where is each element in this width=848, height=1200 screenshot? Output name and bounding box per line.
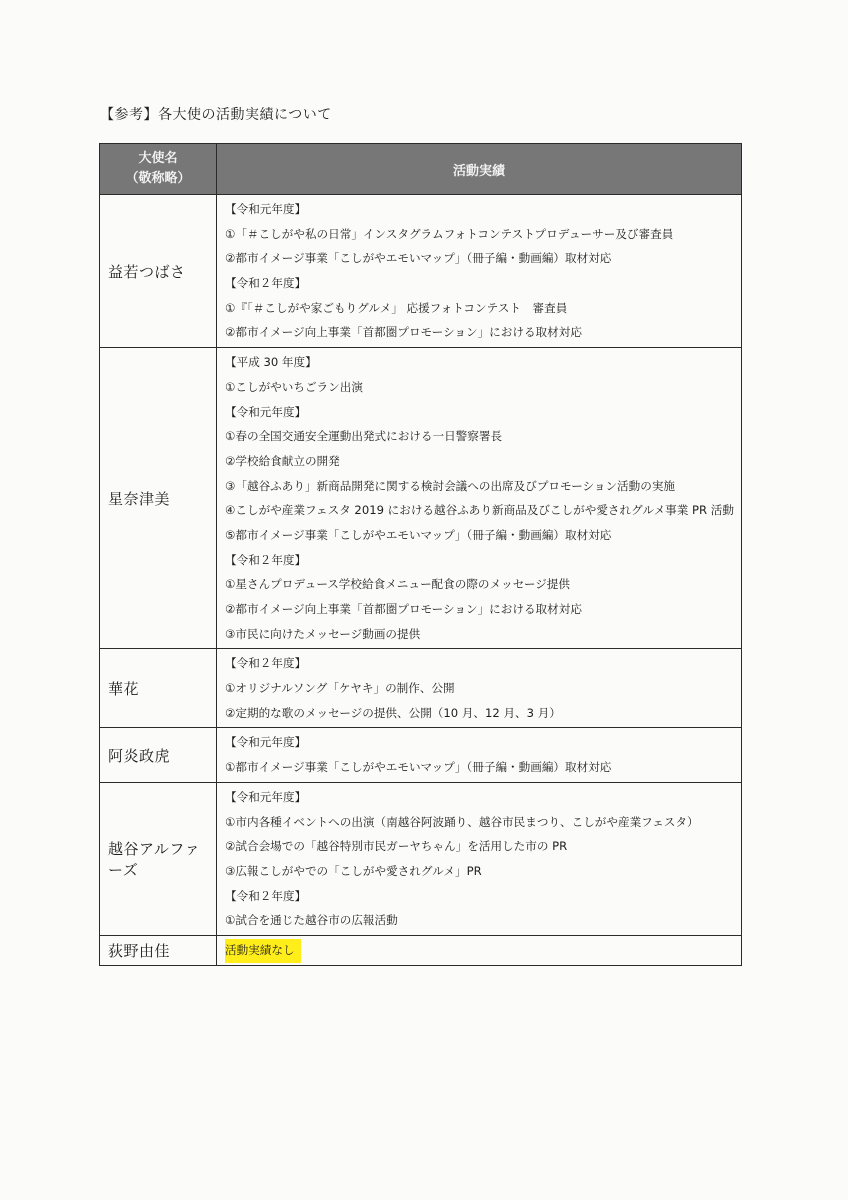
activity-line: 【令和元年度】 — [225, 735, 307, 750]
activity-line: 【令和元年度】 — [225, 789, 307, 804]
activity-line: ①「＃こしがや私の日常」インスタグラムフォトコンテストプロデューサー及び審査員 — [225, 226, 674, 241]
table-row — [100, 649, 742, 728]
activity-line: 【平成 30 年度】 — [225, 355, 317, 370]
page-title: 【参考】各大使の活動実績について — [100, 107, 332, 123]
activity-line: ②定期的な歌のメッセージの提供、公開（10 月、12 月、3 月） — [225, 705, 561, 720]
activity-line: 【令和元年度】 — [225, 404, 307, 419]
activity-details — [217, 782, 742, 935]
ambassador-name: 華花 — [100, 649, 217, 728]
activity-line: 【令和２年度】 — [225, 552, 307, 567]
activity-details — [217, 348, 742, 649]
table-row — [100, 782, 742, 935]
activity-line: ①春の全国交通安全運動出発式における一日警察署長 — [225, 429, 503, 444]
activity-details — [217, 649, 742, 728]
activity-line: ①都市イメージ事業「こしがやエモいマップ」（冊子編・動画編）取材対応 — [225, 760, 612, 775]
activity-line: ②学校給食献立の開発 — [225, 453, 340, 468]
header-name-note: （敬称略） — [125, 171, 191, 186]
header-name-label: 大使名 — [138, 151, 178, 166]
activity-line: ①こしがやいちごラン出演 — [225, 379, 363, 394]
activity-details — [217, 728, 742, 782]
activity-details — [217, 935, 742, 965]
table-row — [100, 348, 742, 649]
ambassador-name: 星奈津美 — [100, 348, 217, 649]
table-row — [100, 195, 742, 348]
activity-line: 【令和２年度】 — [225, 656, 307, 671]
ambassador-name: 荻野由佳 — [100, 935, 217, 965]
header-activity: 活動実績 — [217, 144, 742, 195]
activity-line: 【令和元年度】 — [225, 202, 307, 216]
activity-line: ③広報こしがやでの「こしがや愛されグルメ」PR — [225, 863, 482, 878]
activity-line: ③「越谷ふあり」新商品開発に関する検討会議への出席及びプロモーション活動の実施 — [225, 478, 676, 493]
activity-line: ⑤都市イメージ事業「こしがやエモいマップ」（冊子編・動画編）取材対応 — [225, 527, 612, 542]
table-row — [100, 728, 742, 782]
activity-line: ①『「＃こしがや家ごもりグルメ」 応援フォトコンテスト 審査員 — [225, 300, 568, 315]
activity-line: ②都市イメージ向上事業「首都圏プロモーション」における取材対応 — [225, 602, 582, 616]
activity-table — [99, 143, 742, 966]
ambassador-name: 益若つばさ — [100, 195, 217, 348]
activity-line: ②都市イメージ向上事業「首都圏プロモーション」における取材対応 — [225, 325, 582, 340]
highlighted-no-activity: 活動実績なし — [225, 939, 301, 963]
activity-line: 【令和２年度】 — [225, 276, 307, 291]
ambassador-name: 越谷アルファーズ — [100, 782, 217, 935]
table-row — [100, 935, 742, 965]
activity-line: ②試合会場での「越谷特別市民ガーヤちゃん」を活用した市の PR — [225, 839, 568, 854]
activity-line: 【令和２年度】 — [225, 888, 307, 903]
activity-line: ③市民に向けたメッセージ動画の提供 — [225, 626, 421, 641]
activity-line: ②都市イメージ事業「こしがやエモいマップ」（冊子編・動画編）取材対応 — [225, 251, 612, 266]
activity-line — [225, 938, 741, 963]
table-header-row — [100, 144, 742, 195]
activity-line: ①星さんプロデュース学校給食メニュー配食の際のメッセージ提供 — [225, 577, 570, 592]
activity-line: ①オリジナルソング「ケヤキ」の制作、公開 — [225, 681, 455, 696]
activity-line: ①試合を通じた越谷市の広報活動 — [225, 913, 398, 928]
activity-line: ①市内各種イベントへの出演（南越谷阿波踊り、越谷市民まつり、こしがや産業フェスタ） — [225, 814, 699, 829]
header-ambassador-name — [100, 144, 217, 195]
activity-line: ④こしがや産業フェスタ 2019 における越谷ふあり新商品及びこしがや愛されグルメ事業 PR 活動 — [225, 503, 734, 518]
ambassador-name: 阿炎政虎 — [100, 728, 217, 782]
activity-details — [217, 195, 742, 348]
